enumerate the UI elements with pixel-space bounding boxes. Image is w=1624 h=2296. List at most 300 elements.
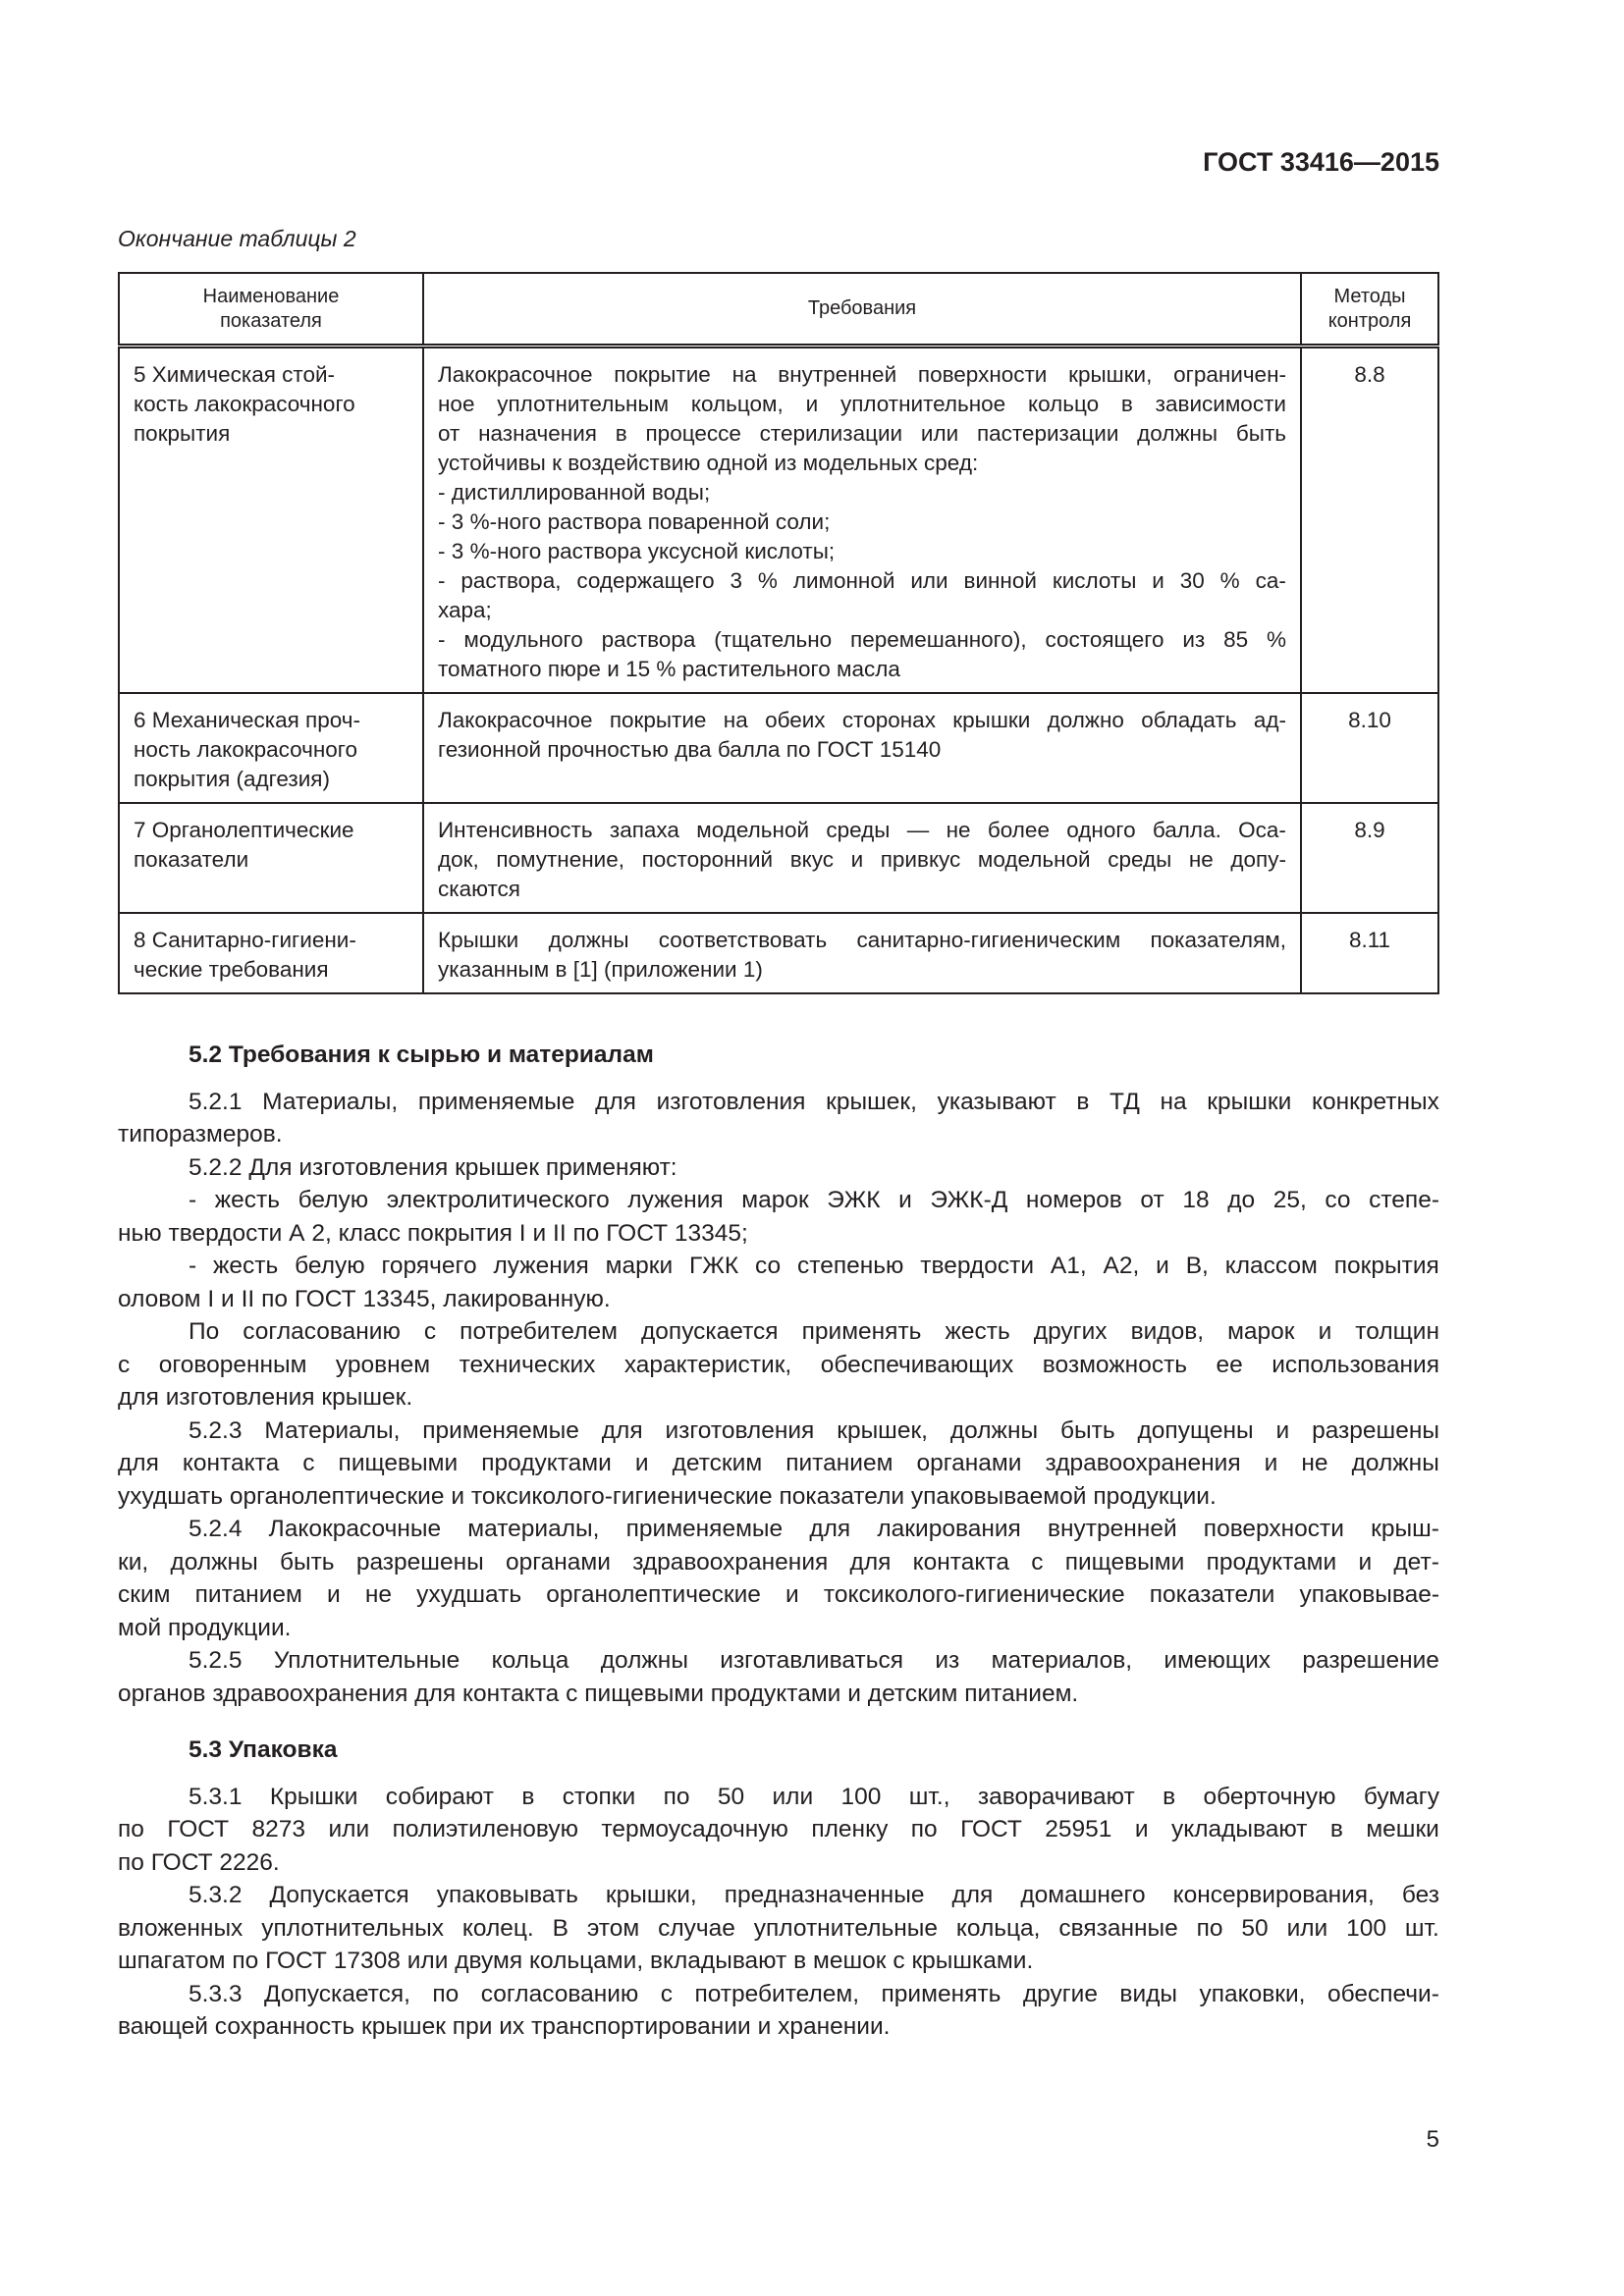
word: внутренней [778, 362, 897, 387]
text-line: 5 Химическая стой- [134, 362, 336, 387]
word: крышек. [321, 1384, 413, 1411]
word: уксусной [647, 539, 739, 563]
word: и [607, 657, 620, 681]
word: ГОСТ [960, 1816, 1022, 1842]
text-line [438, 537, 1286, 566]
word: должны [170, 1548, 258, 1575]
word: применять [801, 1318, 922, 1345]
word: органами [505, 1548, 611, 1575]
word: 3 [451, 539, 464, 563]
text-line: 7 Органолептические [134, 818, 354, 842]
word: покрытие [609, 708, 707, 732]
word: питанием [785, 1450, 893, 1476]
word: внутренней [1047, 1516, 1177, 1542]
text-line [438, 706, 1286, 735]
word: использования [1272, 1351, 1439, 1378]
text-line: показатели [134, 847, 249, 872]
word: оговоренным [158, 1351, 307, 1378]
word: назначения [478, 421, 597, 446]
paragraph [118, 1250, 1439, 1315]
word: видов, [1130, 1318, 1205, 1345]
word: процессе [645, 421, 741, 446]
word: шпагатом [118, 1948, 226, 1974]
text-line [118, 1846, 1439, 1880]
requirements-text [424, 914, 1300, 992]
word: I [518, 1219, 526, 1247]
word: с [1031, 1548, 1044, 1575]
word: сред: [924, 451, 979, 475]
paragraph [118, 1644, 1439, 1710]
control-method-cell [1301, 347, 1438, 694]
word: кислоты; [744, 539, 836, 563]
word: без [1401, 1882, 1439, 1908]
word: покрытия [406, 1219, 513, 1247]
word: уровнем [335, 1351, 431, 1378]
word: Материалы, [262, 1088, 399, 1115]
word: органолептические [229, 1482, 445, 1510]
word: степе- [1369, 1187, 1439, 1213]
word: 50 [717, 1783, 745, 1810]
word: для [414, 1680, 457, 1707]
word: поверхности [917, 362, 1048, 387]
word: должны [1351, 1450, 1439, 1476]
word: в [1120, 392, 1133, 416]
word: ГОСТ [265, 1948, 327, 1974]
word: токсиколого-гигиенические [823, 1581, 1125, 1608]
word: допускается [641, 1318, 779, 1345]
text-line [438, 507, 1286, 537]
word: изготавливаться [720, 1647, 904, 1674]
word: кольца, [955, 1914, 1041, 1942]
word: пюре [547, 657, 601, 681]
word: твердости [168, 1219, 283, 1247]
word: обладать [1141, 708, 1237, 732]
word: материалы, [467, 1516, 600, 1542]
word: из [935, 1647, 960, 1674]
word: со [755, 1253, 782, 1279]
word: — [906, 818, 930, 842]
word: указанным [438, 957, 550, 982]
text-line [438, 625, 1286, 655]
word: типоразмеров. [118, 1121, 283, 1148]
indicator-name [120, 804, 422, 882]
word: изготовления [665, 1416, 815, 1444]
word: крышек [360, 2013, 446, 2040]
word: и [1134, 1816, 1149, 1842]
word: вкус [789, 847, 834, 872]
text-line [438, 449, 1286, 478]
word: вкладывают [649, 1948, 787, 1974]
word: дистиллированной [451, 480, 646, 505]
word: 5.3.1 [189, 1783, 243, 1810]
table-row [119, 913, 1438, 993]
word: указывают [937, 1088, 1056, 1115]
word: применяемые [625, 1516, 784, 1542]
word: органолептические [546, 1581, 761, 1608]
word: обеспечи- [1326, 1980, 1439, 2007]
text-line: покрытия (адгезия) [134, 767, 330, 791]
word: воды; [651, 480, 711, 505]
requirements-cell [423, 803, 1301, 913]
word: номеров [1025, 1187, 1122, 1213]
paragraph [118, 1415, 1439, 1514]
word: балла [717, 737, 781, 762]
word: растительного [681, 657, 831, 681]
word: привкус [880, 847, 961, 872]
text-line [438, 419, 1286, 449]
word: раствора [601, 627, 696, 652]
word: согласованию [480, 1980, 639, 2007]
word: 5.2.3 [189, 1416, 243, 1444]
word: - [438, 627, 446, 652]
text-line [118, 2010, 1439, 2044]
indicator-name [120, 694, 422, 802]
word: ограничен- [1173, 362, 1286, 387]
text-line: 6 Механическая проч- [134, 708, 360, 732]
word: и [1156, 1253, 1169, 1279]
word: в [521, 1783, 535, 1810]
word: степенью [797, 1253, 904, 1279]
word: ное [438, 392, 475, 416]
word: применяемые [422, 1416, 579, 1444]
text-line [118, 1349, 1439, 1382]
word: возможность [1042, 1351, 1188, 1378]
word: шт., [908, 1783, 950, 1810]
word: детским [867, 1680, 958, 1707]
word: 13345, [362, 1285, 437, 1312]
word: и [850, 847, 864, 872]
word: до [1227, 1187, 1256, 1213]
requirements-cell [423, 913, 1301, 993]
word: 30 [1179, 568, 1205, 593]
word: раствора, [460, 568, 562, 593]
word: ЭЖК [827, 1187, 881, 1213]
word: Для [248, 1153, 293, 1181]
word: 5.2.5 [189, 1647, 243, 1674]
word: конкретных [1311, 1088, 1439, 1115]
word: (приложении [604, 957, 737, 982]
text-line [118, 1912, 1439, 1946]
requirements-cell [423, 347, 1301, 694]
word: здравоохранения [212, 1680, 408, 1707]
word: транспортировании [531, 2013, 751, 2040]
word: ки, [118, 1548, 149, 1575]
text-line [118, 1578, 1439, 1612]
word: продуктами [710, 1680, 841, 1707]
word: от [438, 421, 460, 446]
paragraph [118, 1978, 1439, 2044]
word: устойчивы [438, 451, 546, 475]
word: - [189, 1253, 197, 1279]
word: Лакокрасочное [438, 708, 593, 732]
control-method: 8.10 [1348, 708, 1391, 732]
word: белую [295, 1253, 365, 1279]
word: быть [1235, 421, 1286, 446]
requirements-text [424, 348, 1300, 692]
word: 15140 [879, 737, 942, 762]
word: мешки [1366, 1816, 1439, 1842]
word: упаковывае- [1299, 1581, 1439, 1608]
paragraph [118, 1879, 1439, 1978]
word: воздействию [568, 451, 701, 475]
word: допущены [1137, 1416, 1254, 1444]
word: и [898, 1187, 912, 1213]
word: ГОСТ [150, 1848, 213, 1876]
word: состоящего [1045, 627, 1164, 652]
word: и [634, 1450, 649, 1476]
word: помутнение, [496, 847, 624, 872]
control-method: 8.11 [1348, 928, 1391, 952]
word: раствора [547, 509, 642, 534]
word: для [809, 1516, 851, 1542]
word: классом [1224, 1253, 1318, 1279]
section-heading: 5.2 Требования к сырью и материалам [189, 1041, 654, 1068]
word: с [118, 1351, 131, 1378]
word: гезионной [438, 737, 542, 762]
word: характеристик, [623, 1351, 792, 1378]
word: ад- [1253, 708, 1286, 732]
text-line [438, 845, 1286, 875]
word: %-ного [469, 539, 542, 563]
word: В [552, 1914, 568, 1942]
word: % [1266, 627, 1286, 652]
text-line [118, 1086, 1439, 1119]
word: класс [338, 1219, 402, 1247]
word: виды [1119, 1980, 1178, 2007]
word: быть [279, 1548, 335, 1575]
word: укладывают [1170, 1816, 1308, 1842]
header-control-methods: Методы контроля [1301, 273, 1438, 347]
control-method: 8.8 [1354, 362, 1385, 387]
word: По [189, 1318, 220, 1345]
word: (тщательно [714, 627, 833, 652]
word: из [1182, 627, 1206, 652]
word: винной [963, 568, 1037, 593]
word: допу- [1230, 847, 1286, 872]
word: в [555, 957, 568, 982]
word: 3 [451, 509, 464, 534]
word: ТД [1110, 1088, 1140, 1115]
word: модульного [463, 627, 583, 652]
table-row [119, 347, 1438, 694]
word: ЭЖК-Д [930, 1187, 1008, 1213]
word: % [757, 568, 778, 593]
word: 25, [1272, 1187, 1307, 1213]
word: колец. [461, 1914, 534, 1942]
word: са- [1255, 568, 1286, 593]
word: случае [658, 1914, 735, 1942]
word: крышки [952, 708, 1031, 732]
word: нью [118, 1219, 162, 1247]
paragraph [118, 1086, 1439, 1151]
word: 18 [1182, 1187, 1210, 1213]
word: мой [118, 1614, 162, 1641]
word: в [793, 1948, 807, 1974]
word: 2226. [219, 1848, 280, 1876]
word: изготовления [165, 1384, 315, 1411]
word: и [451, 1482, 465, 1510]
word: Оса- [1238, 818, 1286, 842]
word: покрытие [614, 362, 711, 387]
text-line [438, 596, 1286, 625]
word: упаковки, [1199, 1980, 1306, 2007]
word: ским [118, 1581, 171, 1608]
word: заворачивают [977, 1783, 1135, 1810]
word: применять [881, 1980, 1001, 2007]
word: 5.2.1 [189, 1088, 243, 1115]
word: Интенсивность [438, 818, 593, 842]
text-line [118, 1217, 1439, 1251]
paragraph [118, 1184, 1439, 1250]
word: изготовления [656, 1088, 806, 1115]
word: шт. [1404, 1914, 1439, 1942]
indicator-name-cell [119, 693, 423, 803]
word: 85 [1223, 627, 1249, 652]
word: крышками. [911, 1948, 1034, 1974]
word: для [849, 1548, 892, 1575]
word: зависимости [1155, 392, 1286, 416]
word: соли; [775, 509, 831, 534]
word: применяемые [417, 1088, 575, 1115]
requirements-table [118, 272, 1439, 994]
word: вающей [118, 2013, 208, 2040]
word: и [757, 2013, 772, 2040]
word: дет- [1393, 1548, 1439, 1575]
word: кольца [491, 1647, 569, 1674]
word: соответствовать [658, 928, 828, 952]
paragraph [118, 1781, 1439, 1880]
word: собирают [385, 1783, 494, 1810]
word: 8273 [251, 1816, 306, 1842]
word: должно [1047, 708, 1124, 732]
word: быть [1059, 1416, 1115, 1444]
word: А [289, 1219, 305, 1247]
word: среды [1108, 847, 1172, 872]
word: термоусадочную [601, 1816, 788, 1842]
word: док, [438, 847, 479, 872]
word: в [1329, 1816, 1343, 1842]
word: обеих [765, 708, 826, 732]
word: бумагу [1363, 1783, 1439, 1810]
word: покрытия [1333, 1253, 1439, 1279]
word: лимонной [792, 568, 895, 593]
word: среды [826, 818, 891, 842]
header-indicator-name: Наименование показателя [119, 273, 423, 347]
text-line: 8 Санитарно-гигиени- [134, 928, 356, 952]
word: крышки [1207, 1088, 1292, 1115]
word: и [1152, 568, 1164, 593]
word: кислоты [1052, 568, 1137, 593]
word: продуктами [1206, 1548, 1337, 1575]
word: для [118, 1384, 159, 1411]
word: ухудшать [118, 1482, 223, 1510]
word: % [1219, 568, 1240, 593]
table-row [119, 693, 1438, 803]
text-line [118, 1118, 1439, 1151]
word: содержащего [576, 568, 715, 593]
word: для [118, 1450, 159, 1476]
control-method-cell [1301, 693, 1438, 803]
word: ее [1216, 1351, 1243, 1378]
word: вложенных [118, 1914, 244, 1942]
word: в [1163, 1783, 1176, 1810]
word: I [207, 1285, 215, 1312]
word: от [1140, 1187, 1164, 1213]
word: для [601, 1416, 643, 1444]
text-line [438, 816, 1286, 845]
word: должны [949, 1416, 1039, 1444]
word: обеспечивающих [820, 1351, 1014, 1378]
word: продуктами [481, 1450, 612, 1476]
text-line: ческие требования [134, 957, 329, 982]
word: кольцом, [690, 392, 784, 416]
word: питанием [194, 1581, 302, 1608]
word: для [595, 1088, 636, 1115]
text-line: ность лакокрасочного [134, 737, 357, 762]
word: при [452, 2013, 493, 2040]
word: крышек, [826, 1088, 917, 1115]
word: стопки [562, 1783, 636, 1810]
page-number: 5 [1426, 2126, 1439, 2153]
word: 15 [625, 657, 651, 681]
word: их [499, 2013, 525, 2040]
word: и [327, 1581, 341, 1608]
word: лакированную. [443, 1285, 611, 1312]
word: продукции. [168, 1614, 292, 1641]
paragraph [118, 1151, 1439, 1185]
word: с [423, 1318, 437, 1345]
text-line [118, 1781, 1439, 1814]
word: уплотнительных [261, 1914, 445, 1942]
word: лакирования [877, 1516, 1021, 1542]
control-method: 8.9 [1354, 818, 1385, 842]
word: Материалы, [264, 1416, 401, 1444]
word: показатели [1149, 1581, 1275, 1608]
word: по [432, 1980, 460, 2007]
text-line: покрытия [134, 421, 231, 446]
word: ГОСТ [606, 1219, 669, 1247]
word: жесть [214, 1187, 281, 1213]
word: - [438, 539, 446, 563]
word: модельной [696, 818, 810, 842]
word: не [1188, 847, 1214, 872]
word: должны [548, 928, 629, 952]
text-line [118, 1381, 1439, 1415]
word: или [910, 568, 948, 593]
word: органов [118, 1680, 206, 1707]
text-line [438, 478, 1286, 507]
word: не [946, 818, 971, 842]
text-line [118, 1678, 1439, 1711]
word: других [1033, 1318, 1108, 1345]
word: показатели [779, 1482, 905, 1510]
word: контакта [912, 1548, 1009, 1575]
word: толщин [1355, 1318, 1439, 1345]
table-row [119, 803, 1438, 913]
word: Уплотнительные [273, 1647, 460, 1674]
word: и [805, 392, 819, 416]
word: скаются [438, 877, 520, 901]
word: токсиколого-гигиенические [470, 1482, 773, 1510]
word: этом [586, 1914, 640, 1942]
word: одной [706, 451, 769, 475]
word: продукции. [1093, 1482, 1217, 1510]
word: для [951, 1882, 994, 1908]
section-heading: 5.3 Упаковка [189, 1736, 338, 1763]
word: пастеризации [976, 421, 1119, 446]
word: ГОСТ [294, 1285, 356, 1312]
word: ГОСТ [167, 1816, 230, 1842]
